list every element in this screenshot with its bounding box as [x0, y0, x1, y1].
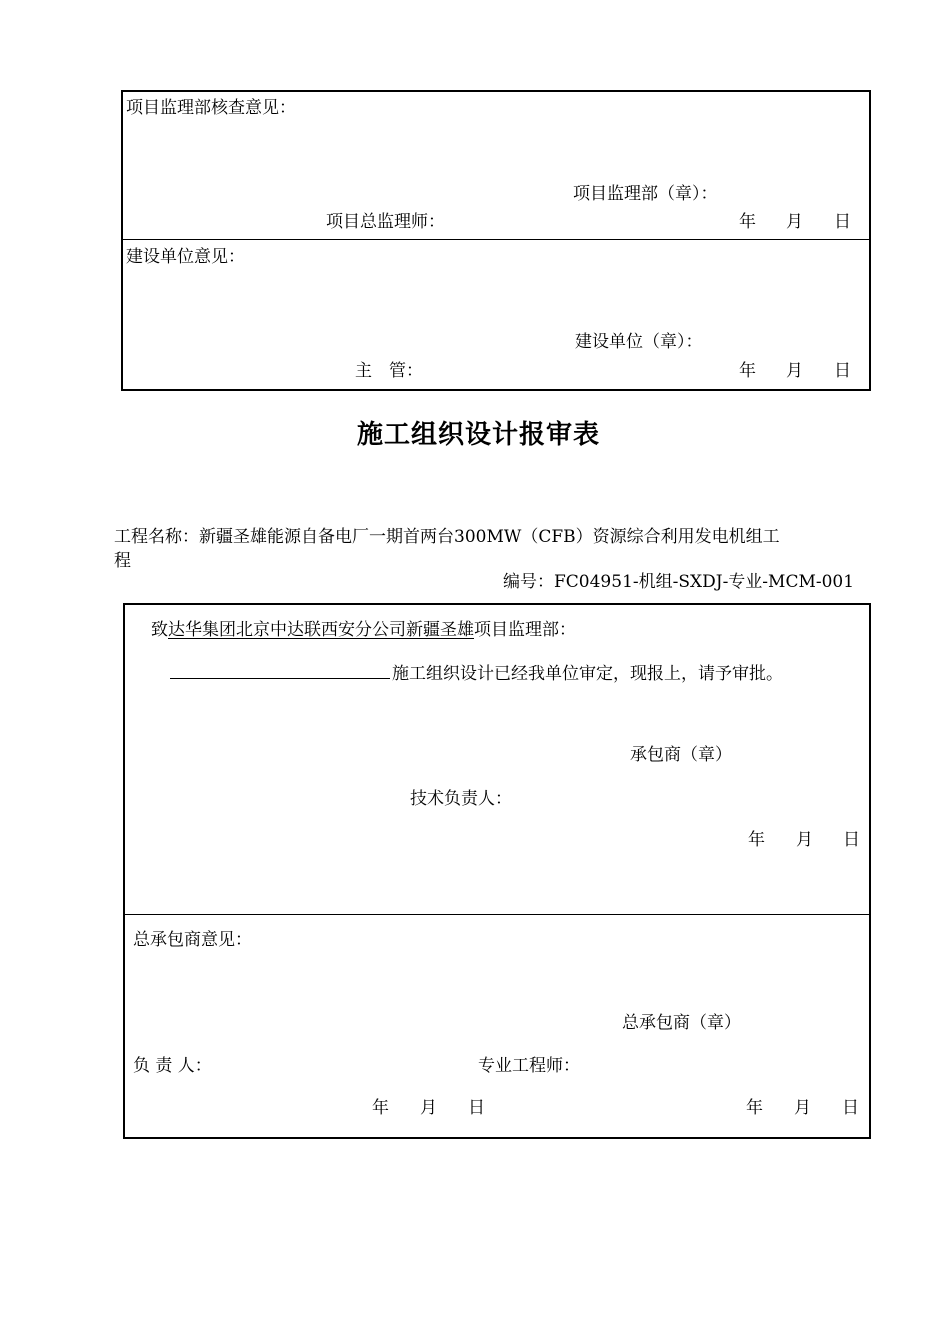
day-label: 日	[834, 361, 851, 381]
tech-lead-label: 技术负责人：	[410, 789, 512, 809]
year-label: 年	[748, 830, 765, 850]
supervisor-label: 主 管：	[355, 361, 423, 381]
project-name-line2: 程	[114, 551, 131, 571]
project-name-line1: 工程名称：新疆圣雄能源自备电厂一期首两台300MW（CFB）资源综合利用发电机组工	[114, 527, 780, 547]
year-label: 年	[739, 212, 756, 232]
month-label: 月	[786, 361, 803, 381]
specialty-engineer-label: 专业工程师：	[478, 1056, 580, 1076]
day-label: 日	[468, 1098, 485, 1118]
year-label: 年	[739, 361, 756, 381]
submission-line	[170, 661, 783, 684]
submission-text: 施工组织设计已经我单位审定，现报上，请予审批。	[392, 664, 783, 684]
owner-opinion-label: 建设单位意见：	[126, 247, 245, 267]
top-approval-table	[121, 90, 871, 391]
month-label: 月	[420, 1098, 437, 1118]
addressee-company: 达华集团北京中达联西安分公司新疆圣雄	[168, 620, 474, 640]
day-label: 日	[834, 212, 851, 232]
general-contractor-opinion-label: 总承包商意见：	[133, 930, 252, 950]
main-table-divider	[123, 914, 871, 915]
design-name-blank[interactable]	[170, 661, 390, 679]
year-label: 年	[746, 1098, 763, 1118]
contractor-seal-label: 承包商（章）	[630, 745, 732, 765]
owner-seal-label: 建设单位（章）：	[575, 332, 703, 352]
day-label: 日	[843, 830, 860, 850]
chief-supervisor-label: 项目总监理师：	[326, 212, 445, 232]
form-title: 施工组织设计报审表	[357, 420, 601, 450]
general-contractor-seal-label: 总承包商（章）	[622, 1013, 741, 1033]
to-suffix: 项目监理部：	[474, 620, 576, 640]
supervision-review-label: 项目监理部核查意见：	[126, 98, 296, 118]
supervision-seal-label: 项目监理部（章）：	[573, 184, 718, 204]
responsible-person-label: 负 责 人：	[133, 1056, 212, 1076]
addressee-line	[151, 620, 576, 640]
serial-number: 编号：FC04951-机组-SXDJ-专业-MCM-001	[503, 572, 855, 592]
year-label: 年	[372, 1098, 389, 1118]
month-label: 月	[786, 212, 803, 232]
month-label: 月	[796, 830, 813, 850]
month-label: 月	[794, 1098, 811, 1118]
day-label: 日	[842, 1098, 859, 1118]
top-table-divider	[121, 239, 871, 240]
to-prefix: 致	[151, 620, 168, 640]
